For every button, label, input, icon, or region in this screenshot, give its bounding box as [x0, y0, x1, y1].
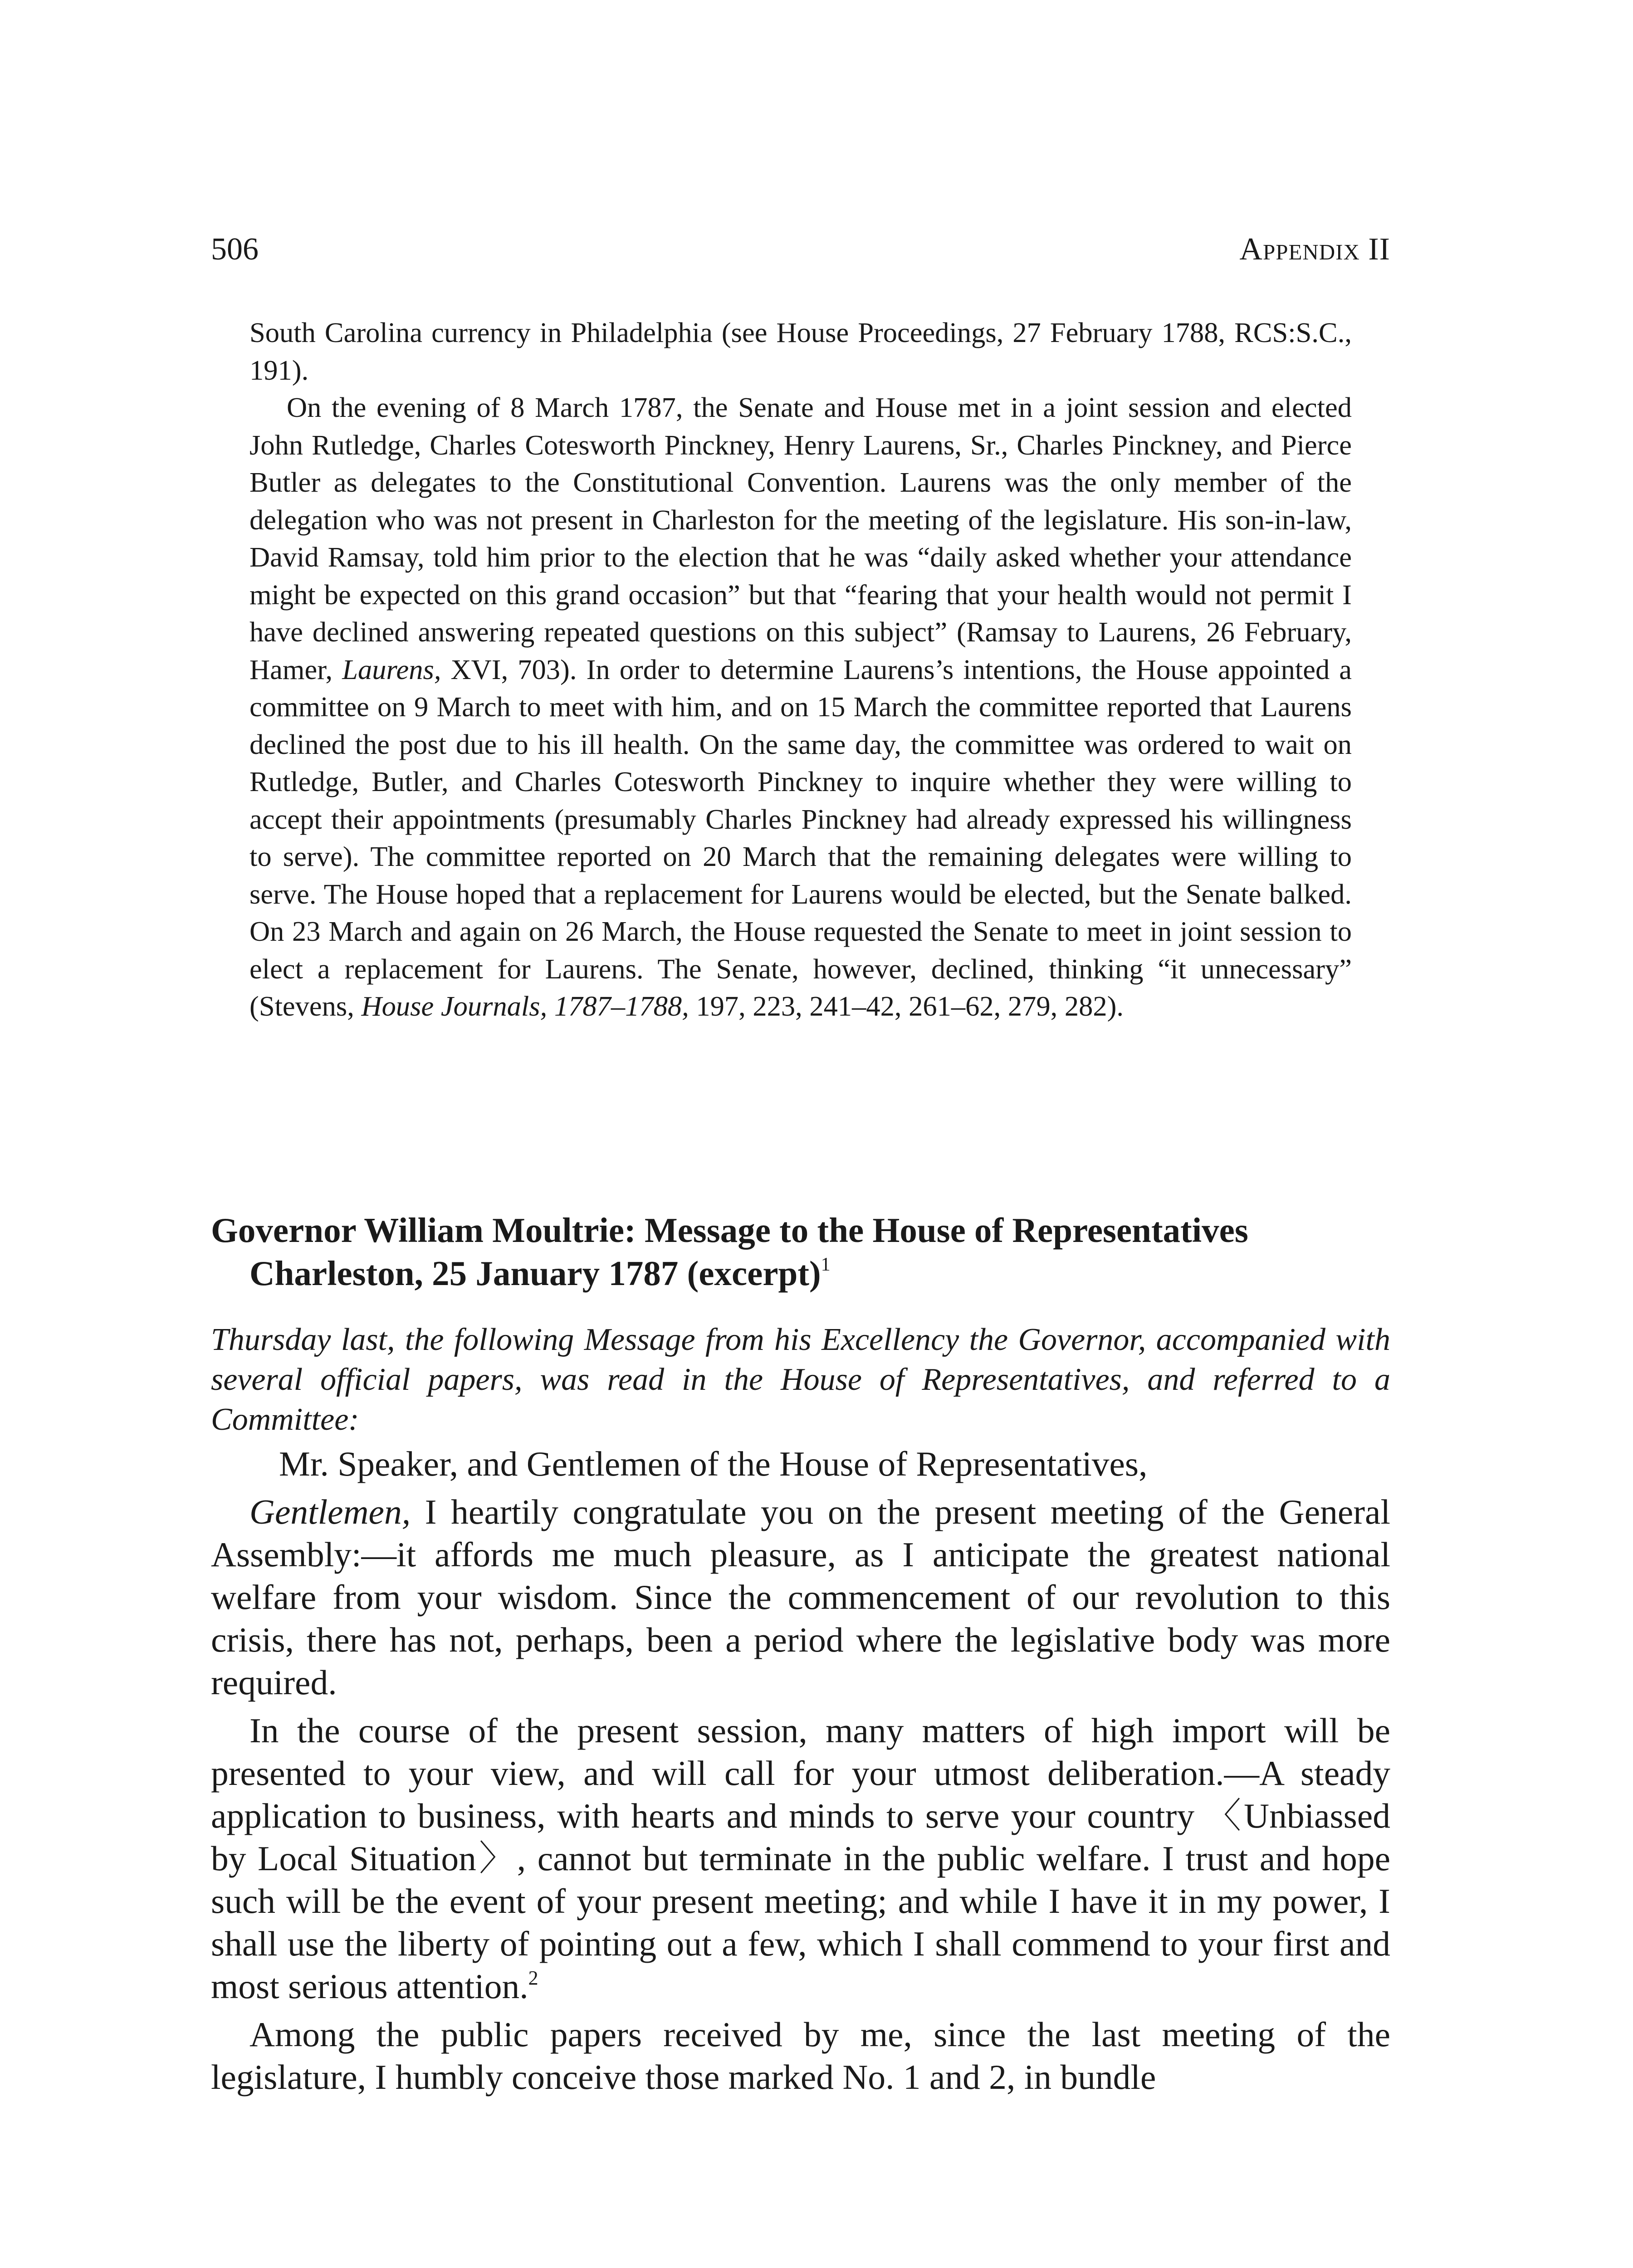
note-citation: House Journals, 1787–1788, — [361, 990, 689, 1022]
running-title: Appendix II — [1239, 232, 1390, 267]
editorial-note — [249, 314, 1352, 1025]
message-text: In the course of the present session, many matters of high import will be presented to your view, and will call for your utmost deliberation.—A steady application to business, with hearts and minds to serve your country 〈Unbiassed by Local Situation〉, cannot but terminate in the public welfare. I trust and hope such will be the event of your present meeting; and while I have it in my power, I shall use the liberty of pointing out a few, which I shall commend to your first and most serious attention. — [211, 1711, 1390, 2006]
footnote-ref: 2 — [528, 1967, 538, 1989]
note-text: On the evening of 8 March 1787, the Senate and House met in a joint session and elected John Rutledge, Charles Cotesworth Pinckney, Henry Laurens, Sr., Charles Pinckney, and Pierce Butler as delegates to the Constitutional Convention. Laurens was the only member of the delegation who was not present in Charleston for the meeting of the legislature. His son-in-law, David Ramsay, told him prior to the election that he was “daily asked whether your attendance might be expected on this grand occasion” but that “fearing that your health would not permit I have declined answering repeated questions on this subject” (Ramsay to Laurens, 26 February, Hamer, — [249, 391, 1352, 685]
heading-line — [211, 1252, 1390, 1295]
intro-text: Thursday last, the following Message from his Excellency the Governor, accompanied with several official papers, was read in the House of Representatives, and referred to a Committee: — [211, 1322, 1390, 1437]
note-paragraph — [249, 314, 1352, 389]
heading-line: Governor William Moultrie: Message to the House of Representatives — [211, 1211, 1248, 1250]
note-text: South Carolina currency in Philadelphia (see House Proceedings, 27 February 1788, RCS:S.C., 191). — [249, 317, 1352, 386]
document-heading — [211, 1209, 1390, 1295]
message-paragraph — [211, 1491, 1390, 1704]
salutation: Mr. Speaker, and Gentlemen of the House of Representatives, — [279, 1444, 1148, 1483]
message-lead: Gentlemen, — [249, 1492, 411, 1531]
message-paragraph — [211, 2013, 1390, 2098]
message-body — [211, 1442, 1390, 2104]
heading-line-text: Charleston, 25 January 1787 (excerpt) — [249, 1254, 821, 1293]
footnote-ref: 1 — [821, 1254, 831, 1275]
running-head — [211, 229, 1390, 270]
message-text: Among the public papers received by me, since the last meeting of the legislature, I humbly conceive those marked No. 1 and 2, in bundle — [211, 2015, 1390, 2097]
note-paragraph — [249, 389, 1352, 1025]
message-paragraph — [211, 1709, 1390, 2008]
note-citation: Laurens, — [342, 653, 441, 685]
note-text: XVI, 703). In order to determine Laurens’s intentions, the House appointed a committee on 9 March to meet with him, and on 15 March the committee reported that Laurens declined the post due to his ill health. On the same day, the committee was ordered to wait on Rutledge, Butler, and Charles Cotesworth Pinckney to inquire whether they were willing to accept their appointments (presumably Charles Pinckney had already expressed his willingness to serve). The committee reported on 20 March that the remaining delegates were willing to serve. The House hoped that a replacement for Laurens would be elected, but the Senate balked. On 23 March and again on 26 March, the House requested the Senate to meet in joint session to elect a replacement for Laurens. The Senate, however, declined, thinking “it unnecessary” (Stevens, — [249, 653, 1352, 1022]
page-number: 506 — [211, 232, 259, 267]
note-text: 197, 223, 241–42, 261–62, 279, 282). — [689, 990, 1124, 1022]
message-text: I heartily congratulate you on the present meeting of the General Assembly:—it affords me much pleasure, as I anticipate the greatest national welfare from your wisdom. Since the commencement of our revolution to this crisis, there has not, perhaps, been a period where the legislative body was more required. — [211, 1492, 1390, 1702]
